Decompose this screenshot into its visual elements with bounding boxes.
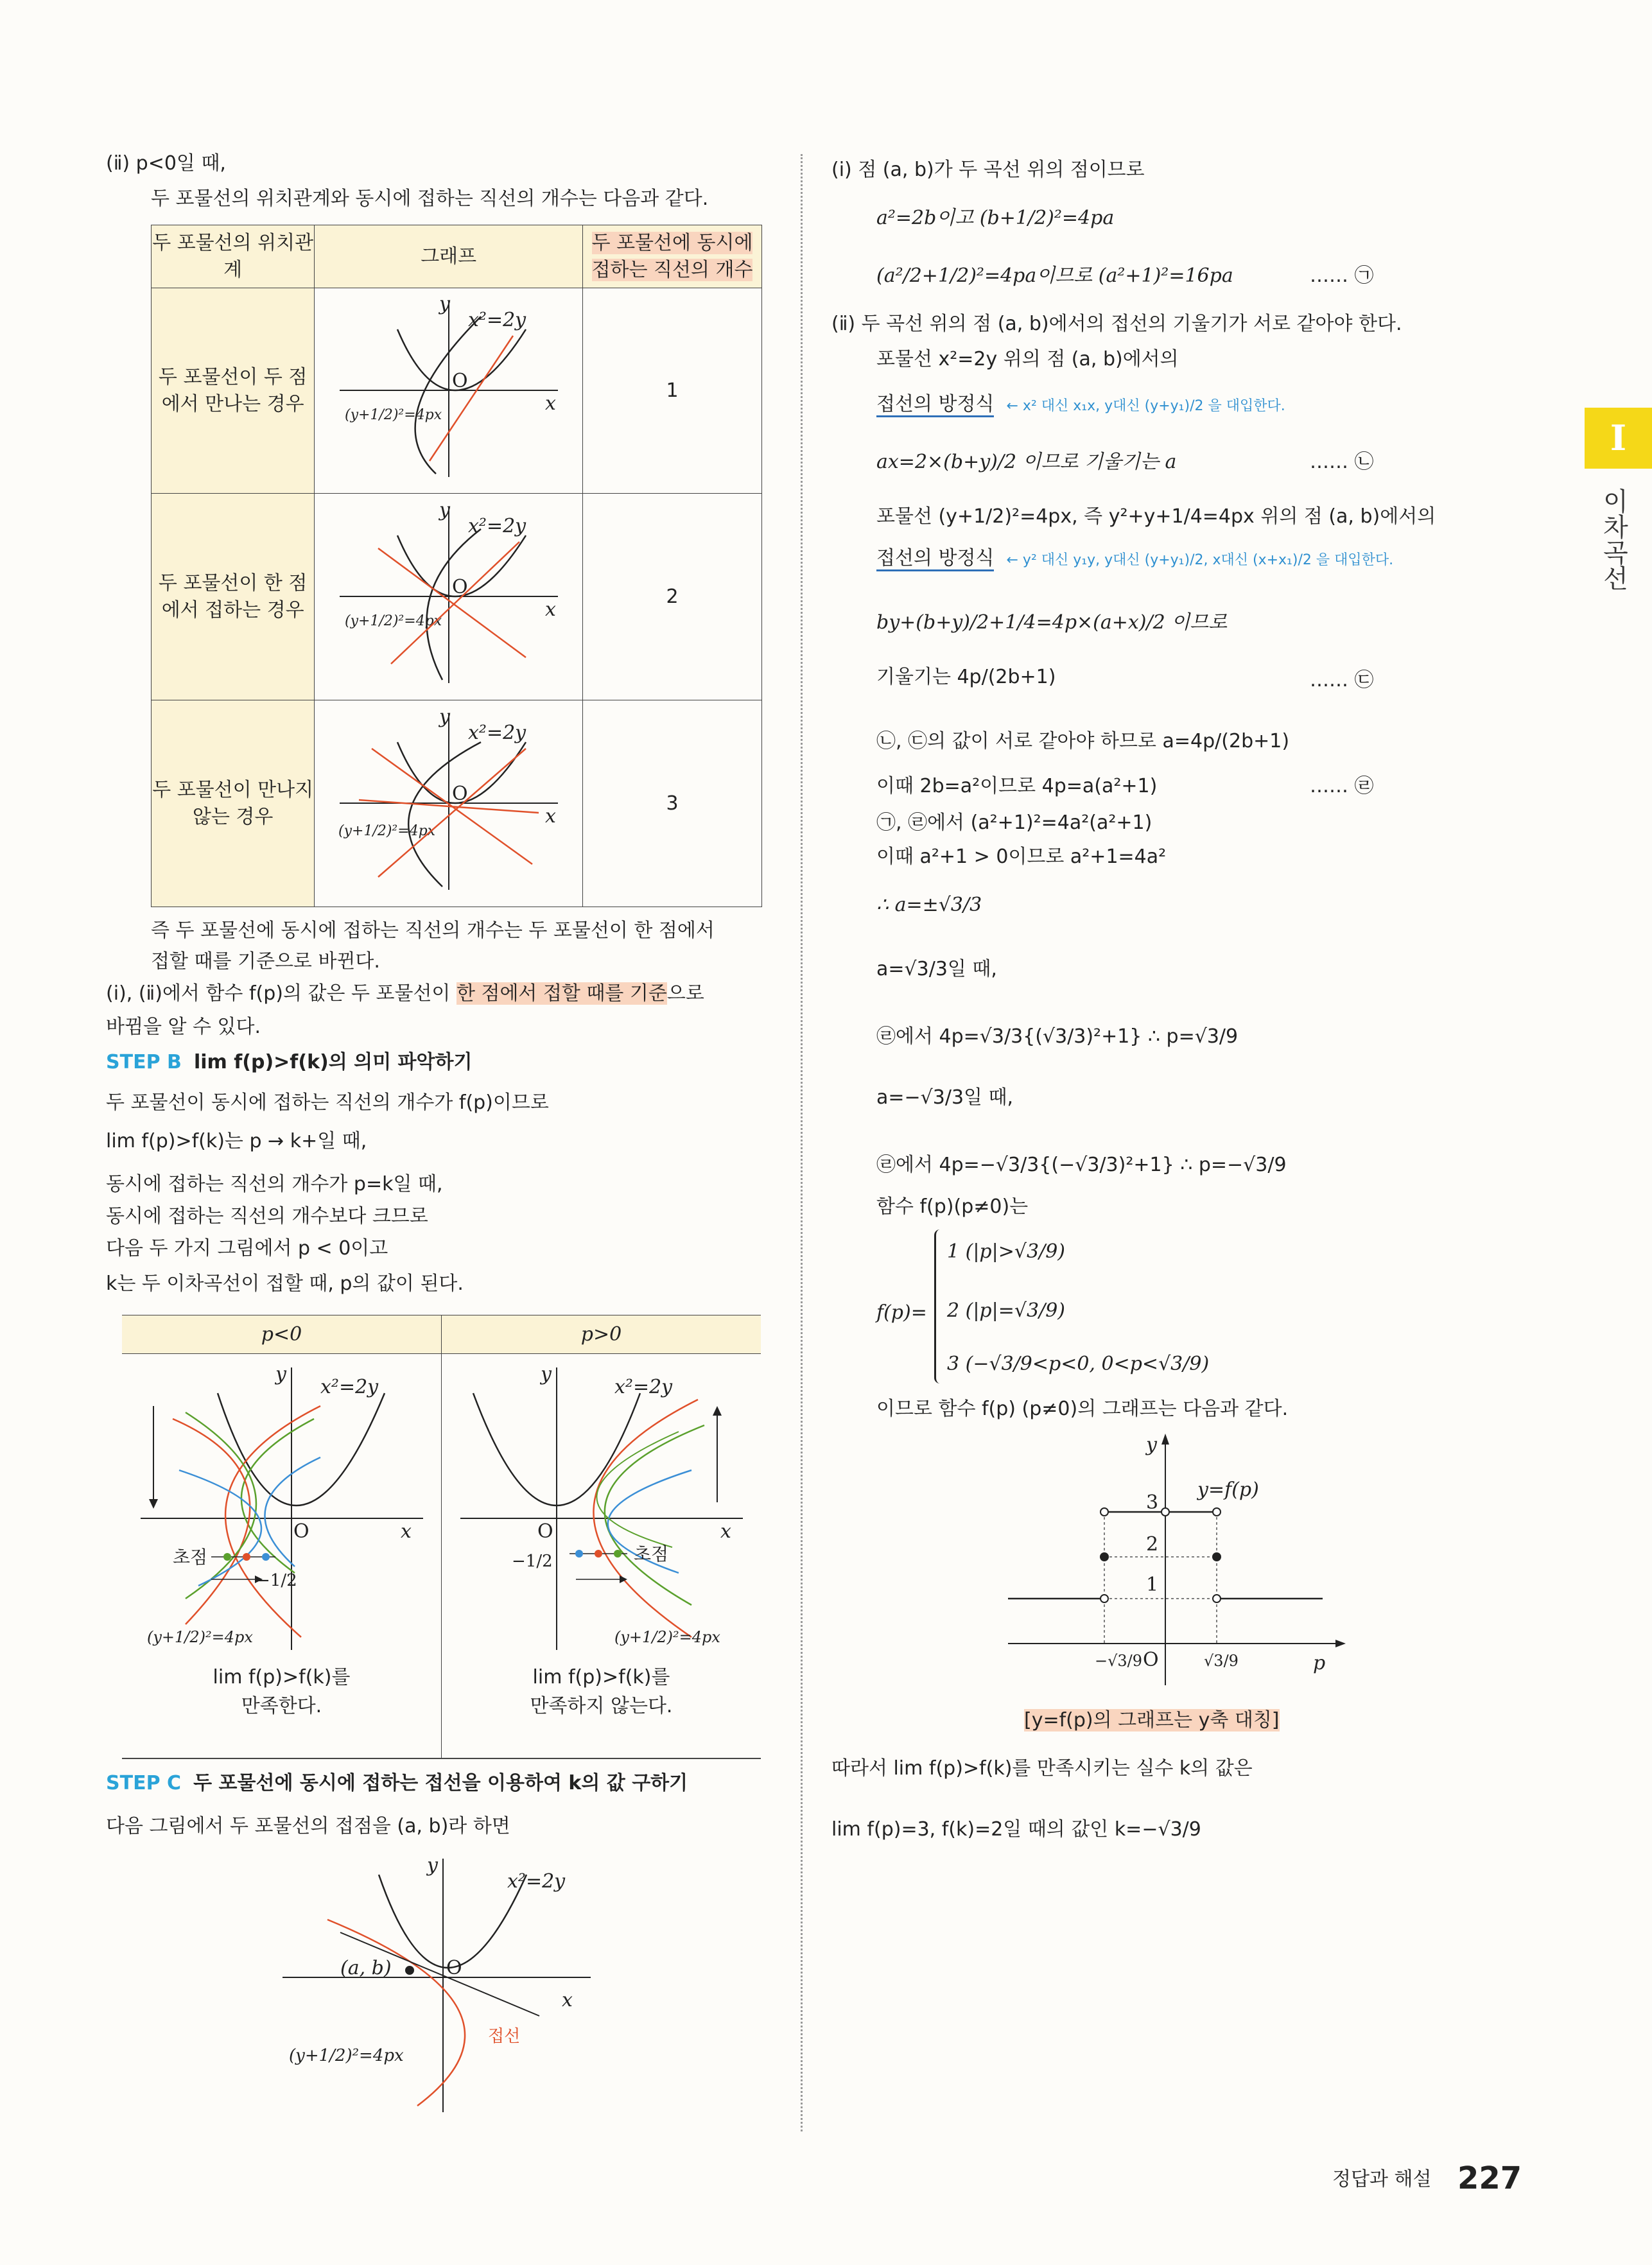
case-ii-desc: 두 포물선의 위치관계와 동시에 접하는 직선의 개수는 다음과 같다. xyxy=(151,187,709,210)
right-line-5: 포물선 x²=2y 위의 점 (a, b)에서의 xyxy=(876,348,1179,370)
origin-label: O xyxy=(293,1520,309,1543)
right-line-3: (a²/2+1/2)²=4pa이므로 (a²+1)²=16pa xyxy=(876,265,1233,287)
step-b-tag: STEP B xyxy=(106,1051,182,1073)
table-header-graph: 그래프 xyxy=(315,225,583,288)
table-header-count: 두 포물선에 동시에 접하는 직선의 개수 xyxy=(583,225,762,288)
parabola2-label: (y+1/2)²=4px xyxy=(338,822,435,839)
footer-label: 정답과 해설 xyxy=(1332,2168,1432,2191)
graph-two-points xyxy=(315,288,583,494)
y-axis-label: y xyxy=(439,498,450,521)
parabola2-label: (y+1/2)²=4px xyxy=(344,612,442,629)
step-b-line-6: k는 두 이차곡선이 접할 때, p의 값이 된다. xyxy=(106,1272,464,1295)
column-divider xyxy=(801,154,803,2131)
y-axis-label: y xyxy=(427,1854,438,1877)
step-c-title: 두 포물선에 동시에 접하는 접선을 이용하여 k의 값 구하기 xyxy=(193,1772,688,1794)
y-axis-label: y xyxy=(439,705,450,728)
step-c-line-1: 다음 그림에서 두 포물선의 접점을 (a, b)라 하면 xyxy=(106,1815,510,1837)
f-graph-origin: O xyxy=(1143,1649,1159,1671)
graph-tangent xyxy=(315,494,583,700)
neg-half-label: −1/2 xyxy=(256,1571,297,1590)
count-tangent: 2 xyxy=(583,494,762,700)
summary-line-2: 바뀜을 알 수 있다. xyxy=(106,1016,261,1038)
parabola1-label: x²=2y xyxy=(614,1376,672,1398)
step-b-line-4: 동시에 접하는 직선의 개수보다 크므로 xyxy=(106,1205,428,1228)
parabola2-label: (y+1/2)²=4px xyxy=(146,1628,253,1646)
hint-1: ← x² 대신 x₁x, y대신 (y+y₁)/2 을 대입한다. xyxy=(1006,398,1285,414)
right-line-2: a²=2b이고 (b+1/2)²=4pa xyxy=(876,207,1115,229)
relation-separate: 두 포물선이 만나지 않는 경우 xyxy=(152,700,315,907)
f-graph-y3: 3 xyxy=(1146,1491,1159,1514)
origin-label: O xyxy=(451,782,468,805)
x-axis-label: x xyxy=(544,804,556,828)
piecewise-case-3: 3 (−√3/9<p<0, 0<p<√3/9) xyxy=(947,1353,1210,1375)
right-line-12: ㉡, ㉢의 값이 서로 같아야 하므로 a=4p/(2b+1) xyxy=(876,730,1290,752)
right-line-9: 접선의 방정식 ← y² 대신 y₁y, y대신 (y+y₁)/2, x대신 (x+x₁)/2 을 대입한다. xyxy=(876,546,1393,573)
comparison-pos-cell xyxy=(442,1354,761,1758)
graph-two-points-svg xyxy=(320,291,577,483)
focus-label: 초점 xyxy=(633,1543,668,1565)
right-line-4: (ⅱ) 두 곡선 위의 점 (a, b)에서의 접선의 기울기가 서로 같아야 한다. xyxy=(831,313,1402,335)
comparison-pos-svg xyxy=(448,1355,756,1656)
right-line-6: 접선의 방정식 ← x² 대신 x₁x, y대신 (y+y₁)/2 을 대입한다. xyxy=(876,392,1285,419)
right-line-18: ㉣에서 4p=√3/3{(√3/3)²+1} ∴ p=√3/9 xyxy=(876,1025,1239,1048)
mark-2: …… ㉡ xyxy=(1310,451,1374,473)
comparison-neg-caption-1: lim f(p)>f(k)를 xyxy=(213,1666,351,1688)
right-line-7: ax=2×(b+y)/2 이므로 기울기는 a xyxy=(876,451,1177,473)
piecewise-case-2: 2 (|p|=√3/9) xyxy=(947,1299,1065,1322)
step-b-line-1: 두 포물선이 동시에 접하는 직선의 개수가 f(p)이므로 xyxy=(106,1091,549,1114)
parabola2-label: (y+1/2)²=4px xyxy=(344,406,442,423)
step-b-title: lim f(p)>f(k)의 의미 파악하기 xyxy=(193,1051,473,1073)
comparison-header-pos: p>0 xyxy=(442,1315,761,1354)
parabola2-label: (y+1/2)²=4px xyxy=(289,2046,404,2065)
parabola1-label: x²=2y xyxy=(467,514,526,537)
right-line-1: (ⅰ) 점 (a, b)가 두 곡선 위의 점이므로 xyxy=(831,159,1145,181)
relation-two-points: 두 포물선이 두 점에서 만나는 경우 xyxy=(152,288,315,494)
right-line-10: by+(b+y)/2+1/4=4p×(a+x)/2 이므로 xyxy=(876,611,1228,634)
right-line-23: 따라서 lim f(p)>f(k)를 만족시키는 실수 k의 값은 xyxy=(831,1757,1253,1780)
chapter-title: 이차곡선 xyxy=(1599,488,1628,591)
table-header-relation: 두 포물선의 위치관계 xyxy=(152,225,315,288)
x-axis-label: x xyxy=(720,1520,731,1543)
right-line-22: 이므로 함수 f(p) (p≠0)의 그래프는 다음과 같다. xyxy=(876,1398,1289,1420)
right-line-15: 이때 a²+1 > 0이므로 a²+1=4a² xyxy=(876,846,1167,868)
relation-tangent: 두 포물선이 한 점에서 접하는 경우 xyxy=(152,494,315,700)
right-line-19: a=−√3/3일 때, xyxy=(876,1086,1014,1109)
comparison-neg-cell xyxy=(122,1354,442,1758)
parabola1-label: x²=2y xyxy=(467,308,526,331)
comparison-pos-caption-1: lim f(p)>f(k)를 xyxy=(532,1666,670,1688)
hint-2: ← y² 대신 y₁y, y대신 (y+y₁)/2, x대신 (x+x₁)/2 을 대입한다. xyxy=(1006,552,1394,568)
case-ii-heading: (ⅱ) p<0일 때, xyxy=(106,152,226,175)
right-line-13: 이때 2b=a²이므로 4p=a(a²+1) xyxy=(876,775,1158,797)
parabola1-label: x²=2y xyxy=(467,721,526,744)
x-axis-label: x xyxy=(544,392,556,415)
focus-label: 초점 xyxy=(172,1547,207,1568)
chapter-tab: I xyxy=(1585,408,1652,469)
f-graph xyxy=(1002,1428,1348,1698)
neg-half-label: −1/2 xyxy=(511,1552,553,1571)
comparison-pos-caption-2: 만족하지 않는다. xyxy=(530,1695,673,1717)
right-line-21: 함수 f(p)(p≠0)는 xyxy=(876,1195,1029,1218)
piecewise-case-1: 1 (|p|>√3/9) xyxy=(947,1240,1065,1263)
comparison-header-neg: p<0 xyxy=(122,1315,442,1354)
step-c-tag: STEP C xyxy=(106,1772,182,1794)
x-axis-label: x xyxy=(544,598,556,621)
f-graph-y1: 1 xyxy=(1146,1574,1159,1596)
mark-1: …… ㉠ xyxy=(1310,265,1374,287)
parabola1-label: x²=2y xyxy=(507,1870,566,1893)
f-graph-xlabel: p xyxy=(1313,1652,1326,1674)
origin-label: O xyxy=(446,1957,462,1979)
tangent-line-label: 접선 xyxy=(488,2027,521,2046)
graph-tangent-svg xyxy=(320,497,577,690)
graph-separate-svg xyxy=(320,704,577,896)
piecewise-brace xyxy=(934,1229,940,1384)
symmetry-note: [y=f(p)의 그래프는 y축 대칭] xyxy=(1024,1709,1280,1731)
f-graph-xneg: −√3/9 xyxy=(1095,1652,1143,1670)
f-graph-ylabel: y xyxy=(1146,1434,1157,1456)
origin-label: O xyxy=(537,1520,553,1543)
page-number: 227 xyxy=(1457,2160,1522,2196)
x-axis-label: x xyxy=(400,1520,412,1543)
count-two-points: 1 xyxy=(583,288,762,494)
right-line-24: lim f(p)=3, f(k)=2일 때의 값인 k=−√3/9 xyxy=(831,1818,1201,1841)
step-b-line-5: 다음 두 가지 그림에서 p < 0이고 xyxy=(106,1237,388,1260)
count-separate: 3 xyxy=(583,700,762,907)
right-line-14: ㉠, ㉣에서 (a²+1)²=4a²(a²+1) xyxy=(876,811,1152,834)
right-line-20: ㉣에서 4p=−√3/3{(−√3/3)²+1} ∴ p=−√3/9 xyxy=(876,1154,1287,1176)
parabola2-label: (y+1/2)²=4px xyxy=(614,1628,720,1646)
comparison-neg-caption-2: 만족한다. xyxy=(241,1695,322,1717)
y-axis-label: y xyxy=(275,1363,286,1385)
piecewise-lhs: f(p)= xyxy=(876,1301,927,1324)
f-graph-xpos: √3/9 xyxy=(1204,1652,1239,1670)
step-b-heading xyxy=(106,1050,472,1075)
y-axis-label: y xyxy=(439,292,450,315)
y-axis-label: y xyxy=(540,1363,552,1385)
parabola1-label: x²=2y xyxy=(320,1376,378,1398)
step-c-heading xyxy=(106,1771,688,1796)
step-b-line-2: lim f(p)>f(k)는 p → k+일 때, xyxy=(106,1130,367,1152)
mark-4: …… ㉣ xyxy=(1310,775,1374,797)
note-line-1: 즉 두 포물선에 동시에 접하는 직선의 개수는 두 포물선이 한 점에서 xyxy=(151,919,715,942)
right-line-11: 기울기는 4p/(2b+1) xyxy=(876,666,1056,688)
right-line-16: ∴ a=±√3/3 xyxy=(876,894,982,916)
note-line-2: 접할 때를 기준으로 바뀐다. xyxy=(151,950,380,973)
right-line-8: 포물선 (y+1/2)²=4px, 즉 y²+y+1/4=4px 위의 점 (a, b)에서의 xyxy=(876,505,1436,528)
step-b-line-3: 동시에 접하는 직선의 개수가 p=k일 때, xyxy=(106,1173,443,1195)
origin-label: O xyxy=(451,369,468,392)
graph-separate xyxy=(315,700,583,907)
tangent-point-label: (a, b) xyxy=(340,1957,392,1979)
f-graph-y2: 2 xyxy=(1146,1533,1159,1556)
comparison-neg-svg xyxy=(128,1355,436,1656)
mark-3: …… ㉢ xyxy=(1310,669,1374,691)
relation-table xyxy=(151,225,762,907)
right-line-17: a=√3/3일 때, xyxy=(876,958,997,980)
comparison-table xyxy=(122,1315,761,1759)
origin-label: O xyxy=(451,575,468,598)
summary-line-1: (ⅰ), (ⅱ)에서 함수 f(p)의 값은 두 포물선이 한 점에서 접할 때를 기준으로 xyxy=(106,982,704,1005)
x-axis-label: x xyxy=(562,1989,573,2011)
tangent-figure xyxy=(270,1849,604,2119)
f-graph-fn-label: y=f(p) xyxy=(1197,1479,1259,1501)
